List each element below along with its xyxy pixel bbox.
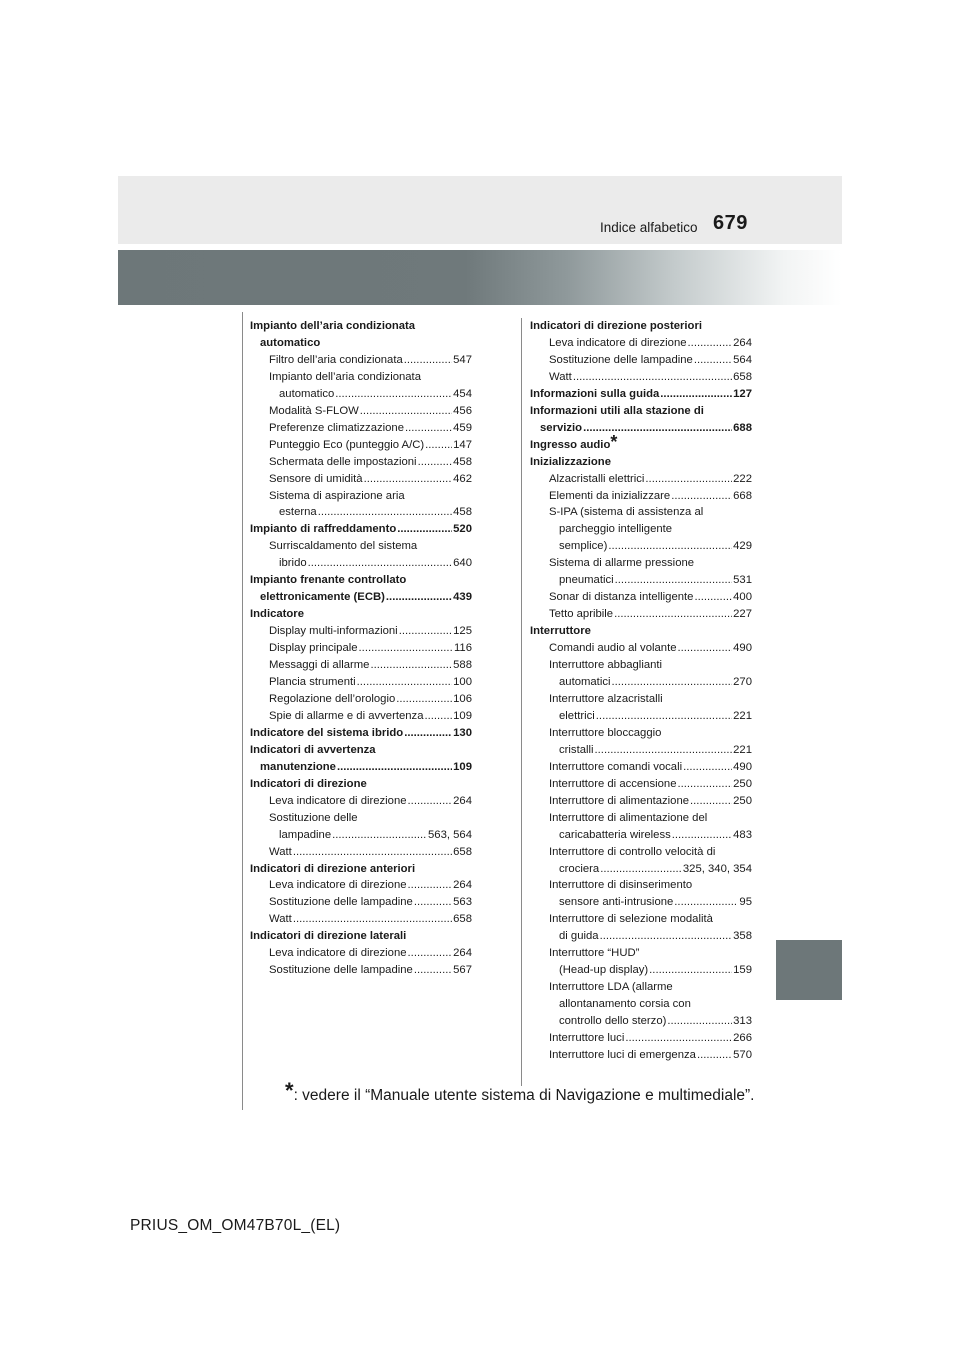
dot-leader [677, 776, 732, 793]
dot-leader [600, 928, 733, 945]
dot-leader [293, 844, 452, 861]
index-entry [250, 555, 472, 572]
index-entry-text: Informazioni utili alla stazione di [530, 404, 704, 417]
dot-leader [405, 420, 452, 437]
index-entry-text: S-IPA (sistema di assistenza al [549, 506, 704, 519]
index-entry-text: Ingresso audio [530, 438, 611, 451]
dot-leader [678, 640, 733, 657]
index-entry-text: manutenzione [260, 760, 336, 773]
index-page-ref: 483 [733, 828, 752, 841]
index-page-ref: 570 [733, 1048, 752, 1061]
section-title: Indice alfabetico [600, 220, 698, 235]
index-entry-text: Interruttore [530, 625, 591, 638]
index-entry [530, 606, 752, 623]
dot-leader [583, 420, 732, 437]
index-entry-text: Interruttore di selezione modalità [549, 913, 713, 926]
index-entry-text: Filtro dell’aria condizionata [269, 353, 403, 366]
index-entry-text: automatico [279, 387, 335, 400]
dot-leader [337, 759, 452, 776]
index-entry [250, 538, 472, 555]
index-page-ref: 458 [453, 506, 472, 519]
index-entry [250, 810, 472, 827]
index-entry [250, 386, 472, 403]
index-entry [250, 420, 472, 437]
index-entry-text: Impianto dell’aria condizionata [250, 320, 416, 332]
index-entry-text: ibrido [279, 557, 307, 570]
index-page-ref: 266 [733, 1032, 752, 1045]
index-entry [530, 911, 752, 928]
index-page-ref: 547 [453, 353, 472, 366]
index-entry-text: Interruttore di alimentazione [549, 794, 690, 807]
dot-leader [360, 403, 452, 420]
index-entry [250, 471, 472, 488]
index-entry [530, 877, 752, 894]
index-entry [250, 504, 472, 521]
index-entry-text: esterna [279, 506, 317, 519]
index-entry-text: Display multi-informazioni [269, 625, 398, 638]
dot-leader [404, 352, 452, 369]
index-entry-text: Preferenze climatizzazione [269, 421, 404, 434]
index-entry-text: lampadine [279, 828, 332, 841]
document-id: PRIUS_OM_OM47B70L_(EL) [130, 1217, 341, 1234]
index-entry-text: Leva indicatore di direzione [269, 879, 407, 892]
index-entry [530, 538, 752, 555]
dot-leader [674, 894, 738, 911]
dot-leader [596, 708, 732, 725]
dot-leader [608, 538, 732, 555]
index-entry [250, 708, 472, 725]
index-entry-text: Inizializzazione [530, 455, 611, 468]
index-page-ref: 567 [453, 964, 472, 977]
index-entry-text: Leva indicatore di direzione [269, 947, 407, 960]
index-page-ref: 221 [733, 743, 752, 756]
index-entry-text: Indicatori di avvertenza [250, 743, 376, 756]
index-entry [530, 640, 752, 657]
index-page-ref: 462 [453, 472, 472, 485]
dot-leader [660, 386, 732, 403]
index-page-ref: 658 [733, 370, 752, 383]
index-entry [530, 657, 752, 674]
dot-leader [645, 471, 732, 488]
index-entry-text: Display principale [269, 642, 358, 655]
index-entry-text: Sonar di distanza intelligente [549, 591, 694, 604]
index-page-ref: 313 [733, 1015, 752, 1028]
index-heading [250, 928, 472, 945]
index-entry [530, 555, 752, 572]
index-entry-text: Leva indicatore di direzione [549, 336, 687, 349]
index-page-ref: 490 [733, 642, 752, 655]
index-page-ref: 668 [733, 489, 752, 502]
dot-leader [573, 369, 732, 386]
dot-leader [612, 674, 733, 691]
index-entry [530, 352, 752, 369]
index-page-ref: 588 [453, 659, 472, 672]
index-entry-text: Tetto apribile [549, 608, 614, 621]
index-page-ref: 520 [453, 523, 472, 536]
index-entry [250, 877, 472, 894]
index-entry [530, 471, 752, 488]
index-entry-text: Surriscaldamento del sistema [269, 540, 418, 553]
index-entry [250, 403, 472, 420]
index-entry-text: Sostituzione delle [269, 811, 358, 824]
index-entry [250, 335, 472, 352]
footnote-marker: * [285, 1078, 294, 1103]
dot-leader [425, 437, 452, 454]
index-entry-text: allontanamento corsia con [559, 998, 691, 1011]
index-entry [530, 589, 752, 606]
index-page-ref: 159 [733, 964, 752, 977]
index-page-ref: 106 [453, 692, 472, 705]
index-page-ref: 563 [453, 896, 472, 909]
index-entry-text: Interruttore di controllo velocità di [549, 845, 716, 858]
index-entry-text: Indicatori di direzione laterali [250, 930, 407, 943]
dot-leader [625, 1030, 732, 1047]
dot-leader [293, 911, 452, 928]
index-page-ref: 127 [733, 387, 752, 400]
index-page-ref: 125 [453, 625, 472, 638]
index-entry-text: Sostituzione delle lampadine [549, 353, 693, 366]
index-entry-text: (Head-up display) [559, 964, 649, 977]
index-entry [530, 979, 752, 996]
index-entry-text: automatici [559, 676, 611, 689]
index-page-ref: 563, 564 [428, 828, 472, 841]
dot-leader [614, 606, 732, 623]
footnote [285, 1078, 755, 1105]
dot-leader [600, 861, 682, 878]
index-entry-text: Interruttore LDA (allarme [549, 981, 673, 994]
index-entry [250, 759, 472, 776]
index-page-ref: 227 [733, 608, 752, 621]
index-page-ref: 400 [733, 591, 752, 604]
left-margin-rule [242, 312, 243, 1110]
index-entry-text: caricabatteria wireless [559, 828, 671, 841]
index-page-ref: 109 [453, 709, 472, 722]
index-entry-text: Sensore di umidità [269, 472, 363, 485]
dot-leader [318, 504, 452, 521]
index-page-ref: 264 [733, 336, 752, 349]
index-page-ref: 688 [733, 421, 752, 434]
dot-leader [396, 691, 452, 708]
index-entry [250, 894, 472, 911]
index-column-right [530, 318, 752, 1064]
index-entry [250, 437, 472, 454]
index-entry-text: sensore anti-intrusione [559, 896, 674, 909]
index-entry [530, 996, 752, 1013]
index-entry-text: Messaggi di allarme [269, 659, 370, 672]
index-page-ref: 250 [733, 794, 752, 807]
index-entry [530, 894, 752, 911]
index-entry-text: Alzacristalli elettrici [549, 472, 645, 485]
index-entry [530, 810, 752, 827]
dot-leader [399, 623, 452, 640]
index-page-ref: 130 [453, 726, 472, 739]
index-page-ref: 95 [739, 896, 752, 909]
index-entry [530, 793, 752, 810]
index-entry-text: Watt [549, 370, 572, 383]
index-entry [250, 962, 472, 979]
index-entry [530, 335, 752, 352]
index-page-ref: 116 [453, 642, 472, 655]
dot-leader [694, 352, 732, 369]
dot-leader [357, 674, 452, 691]
dot-leader [408, 793, 453, 810]
index-entry-text: Sostituzione delle lampadine [269, 896, 413, 909]
index-page-ref: 429 [733, 540, 752, 553]
index-entry [530, 725, 752, 742]
index-entry [250, 945, 472, 962]
index-entry [530, 844, 752, 861]
index-page-ref: 640 [453, 557, 472, 570]
index-entry-text: Indicatori di direzione posteriori [530, 320, 702, 332]
index-page-ref: 564 [733, 353, 752, 366]
index-entry [530, 742, 752, 759]
header-gradient-bar [118, 250, 842, 305]
dot-leader [404, 725, 452, 742]
index-entry-text: Sistema di aspirazione aria [269, 489, 405, 502]
index-entry-text: Impianto frenante controllato [250, 574, 407, 587]
index-entry [250, 623, 472, 640]
index-entry-text: Comandi audio al volante [549, 642, 677, 655]
index-heading [250, 776, 472, 793]
index-heading [530, 403, 752, 420]
index-entry-text: Indicatore del sistema ibrido [250, 726, 404, 739]
dot-leader [424, 708, 452, 725]
dot-leader [671, 488, 732, 505]
index-entry [250, 352, 472, 369]
index-entry [250, 793, 472, 810]
column-divider [521, 318, 522, 1086]
index-entry [250, 911, 472, 928]
index-entry-text: semplice) [559, 540, 608, 553]
index-entry [250, 454, 472, 471]
index-entry [250, 827, 472, 844]
index-entry [530, 861, 752, 878]
index-heading [250, 725, 472, 742]
index-entry-text: Schermata delle impostazioni [269, 455, 417, 468]
index-entry-text: parcheggio intelligente [559, 523, 673, 536]
dot-leader [667, 1013, 732, 1030]
index-entry-text: Regolazione dell’orologio [269, 692, 396, 705]
index-page-ref: 264 [453, 947, 472, 960]
footnote-text: : vedere il “Manuale utente sistema di Navigazione e multimediale”. [293, 1087, 755, 1104]
dot-leader [615, 572, 733, 589]
dot-leader [694, 589, 732, 606]
index-page-ref: 531 [733, 574, 752, 587]
dot-leader [386, 589, 452, 606]
index-entry [530, 759, 752, 776]
index-entry-text: Watt [269, 913, 292, 926]
index-page-ref: 358 [733, 930, 752, 943]
index-entry-text: Interruttore “HUD” [549, 947, 640, 960]
index-page-ref: 490 [733, 760, 752, 773]
page-number: 679 [713, 212, 748, 234]
index-entry [250, 657, 472, 674]
dot-leader [649, 962, 732, 979]
index-heading [250, 572, 472, 589]
index-entry-text: Sistema di allarme pressione [549, 557, 695, 570]
dot-leader [697, 1047, 732, 1064]
index-entry-text: pneumatici [559, 574, 614, 587]
index-entry [530, 691, 752, 708]
index-entry-text: Interruttore luci [549, 1032, 625, 1045]
footnote-marker: * [610, 431, 618, 452]
index-page-ref: 250 [733, 777, 752, 790]
index-entry [250, 691, 472, 708]
index-entry-text: Indicatori di direzione anteriori [250, 862, 416, 875]
dot-leader [332, 827, 427, 844]
index-entry-text: di guida [559, 930, 599, 943]
index-entry-text: Interruttore comandi vocali [549, 760, 683, 773]
index-entry [530, 488, 752, 505]
index-page-ref: 658 [453, 845, 472, 858]
index-entry [250, 488, 472, 505]
index-heading [250, 318, 472, 335]
dot-leader [364, 471, 453, 488]
index-heading [250, 742, 472, 759]
dot-leader [359, 640, 453, 657]
index-entry [250, 844, 472, 861]
index-entry [530, 945, 752, 962]
index-entry [250, 369, 472, 386]
index-page-ref: 100 [453, 676, 472, 689]
index-page-ref: 439 [453, 591, 472, 604]
index-column-left [250, 318, 472, 979]
chapter-tab [776, 940, 842, 1000]
index-entry-text: Watt [269, 845, 292, 858]
index-heading [530, 386, 752, 403]
index-page-ref: 264 [453, 879, 472, 892]
index-page-ref: 454 [453, 387, 472, 400]
dot-leader [418, 454, 453, 471]
dot-leader [595, 742, 733, 759]
index-page-ref: 459 [453, 421, 472, 434]
index-page-ref: 222 [733, 472, 752, 485]
index-page-ref: 456 [453, 404, 472, 417]
index-entry-text: Impianto di raffreddamento [250, 523, 397, 536]
index-heading [250, 606, 472, 623]
index-entry [530, 521, 752, 538]
index-entry-text: Sostituzione delle lampadine [269, 964, 413, 977]
index-entry-text: Interruttore di accensione [549, 777, 677, 790]
index-entry-text: cristalli [559, 743, 594, 756]
dot-leader [408, 877, 453, 894]
index-page-ref: 147 [453, 438, 472, 451]
index-entry [250, 674, 472, 691]
index-page-ref: 221 [733, 709, 752, 722]
index-entry-text: Modalità S-FLOW [269, 404, 359, 417]
index-entry [530, 1013, 752, 1030]
index-heading [530, 454, 752, 471]
index-entry-text: crociera [559, 862, 600, 875]
index-page-ref: 109 [453, 760, 472, 773]
index-heading [250, 861, 472, 878]
index-entry [530, 827, 752, 844]
index-page-ref: 325, 340, 354 [682, 862, 752, 875]
index-entry [530, 708, 752, 725]
index-page-ref: 264 [453, 794, 472, 807]
dot-leader [683, 759, 732, 776]
index-heading [250, 521, 472, 538]
index-entry-text: Interruttore di alimentazione del [549, 811, 708, 824]
dot-leader [414, 962, 452, 979]
index-entry [530, 928, 752, 945]
dot-leader [672, 827, 732, 844]
index-entry [530, 674, 752, 691]
index-entry [250, 589, 472, 606]
dot-leader [397, 521, 452, 538]
dot-leader [370, 657, 452, 674]
index-page-ref: 658 [453, 913, 472, 926]
index-entry-text: controllo dello sterzo) [559, 1015, 667, 1028]
index-heading [530, 623, 752, 640]
index-entry-text: Spie di allarme e di avvertenza [269, 709, 424, 722]
index-entry-text: Leva indicatore di direzione [269, 794, 407, 807]
dot-leader [690, 793, 732, 810]
index-entry [530, 572, 752, 589]
index-entry [530, 369, 752, 386]
dot-leader [335, 386, 452, 403]
index-entry-text: Interruttore di disinserimento [549, 879, 693, 892]
index-page-ref: 270 [733, 676, 752, 689]
index-entry-text: Plancia strumenti [269, 676, 356, 689]
index-entry-text: Impianto dell’aria condizionata [269, 370, 421, 383]
index-entry [250, 640, 472, 657]
index-entry-text: Informazioni sulla guida [530, 387, 660, 400]
dot-leader [414, 894, 452, 911]
dot-leader [308, 555, 453, 572]
index-entry [530, 962, 752, 979]
index-entry-text: Interruttore abbaglianti [549, 659, 663, 672]
index-entry-text: elettrici [559, 709, 595, 722]
index-entry [530, 1047, 752, 1064]
index-entry [530, 504, 752, 521]
index-entry-text: Interruttore bloccaggio [549, 726, 662, 739]
index-entry [530, 776, 752, 793]
dot-leader [688, 335, 733, 352]
index-entry-text: automatico [260, 336, 321, 349]
index-entry [530, 1030, 752, 1047]
index-entry [530, 420, 752, 437]
index-heading [530, 431, 752, 454]
index-entry-text: servizio [540, 421, 583, 434]
dot-leader [408, 945, 453, 962]
index-heading [530, 318, 752, 335]
index-entry-text: Interruttore luci di emergenza [549, 1048, 696, 1061]
index-entry-text: Elementi da inizializzare [549, 489, 671, 502]
index-entry-text: Indicatori di direzione [250, 777, 367, 790]
index-entry-text: Interruttore alzacristalli [549, 692, 663, 705]
index-entry-text: Indicatore [250, 608, 304, 621]
index-entry-text: elettronicamente (ECB) [260, 591, 385, 604]
index-page-ref: 458 [453, 455, 472, 468]
index-entry-text: Punteggio Eco (punteggio A/C) [269, 438, 425, 451]
